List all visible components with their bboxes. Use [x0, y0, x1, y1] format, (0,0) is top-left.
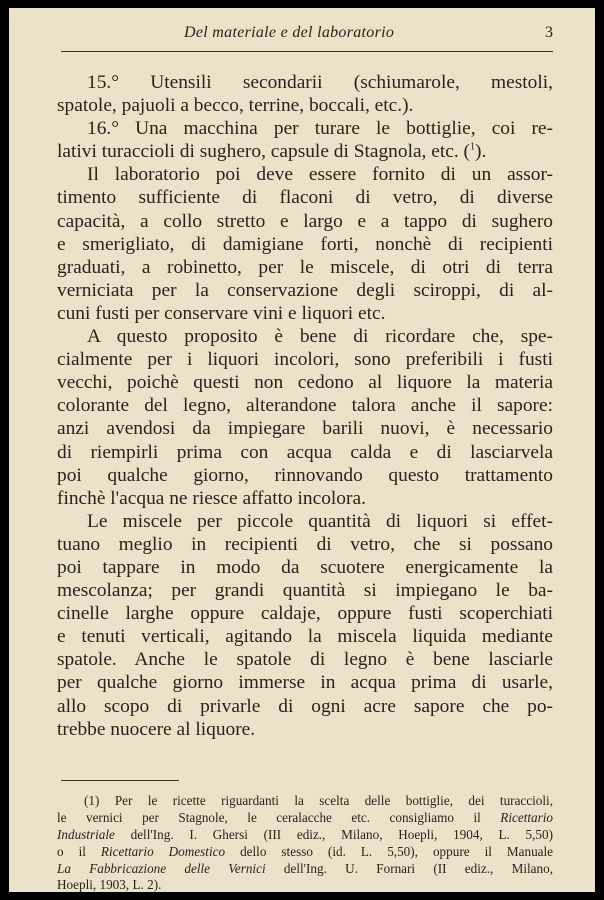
text-line: cinelle larghe oppure caldaje, oppure fusti scoperchiati	[57, 603, 553, 625]
footnote-title: Ricettario	[500, 809, 554, 825]
text-line: timento sufficiente di flaconi di vetro, di diverse	[57, 187, 553, 209]
footnote-line	[57, 861, 553, 878]
body-text	[57, 71, 553, 741]
text-line: allo scopo di privarle di ogni acre sapore che po-	[57, 695, 553, 717]
text-line: anzi avendosi da impiegare barili nuovi, è necessario	[57, 418, 553, 440]
footnote-segment: dello stesso (id. L. 5,50), oppure il Manuale	[240, 843, 554, 859]
footnote-segment: o il	[57, 843, 86, 859]
text-line: graduati, a robinetto, per le miscele, di otri di terra	[57, 256, 553, 278]
footnote-title: Ricettario Domestico	[100, 843, 226, 859]
text-line: A questo proposito è bene di ricordare che, spe-	[87, 326, 553, 348]
text-line: cuni fusti per conservare vini e liquori etc.	[57, 302, 386, 324]
text-line: Le miscele per piccole quantità di liquori si effet-	[87, 510, 553, 532]
text-line: colorante del legno, alterandone talora anche il sapore:	[57, 395, 553, 417]
text-line: poi tappare in modo da scuotere energicamente la	[57, 556, 553, 578]
text-line: di riempirli prima con acqua calda e di lasciarvela	[57, 441, 553, 463]
page-number: 3	[545, 24, 553, 41]
footnote-line	[57, 844, 553, 861]
footnote-line	[57, 793, 553, 810]
footnote-title: La Fabbricazione delle Vernici	[57, 860, 266, 876]
text-line: e tenuti verticali, agitando la miscela liquida mediante	[57, 626, 553, 648]
text-line: Il laboratorio poi deve essere fornito di un assor-	[87, 164, 553, 186]
text-line: spatole. Anche le spatole di legno è bene lasciarle	[57, 649, 553, 671]
text-segment: lativi turaccioli di sughero, capsule di Stagnola, etc. (	[57, 141, 471, 163]
footnote-segment: dell'Ing. U. Fornari (II ediz., Milano,	[283, 860, 554, 876]
text-line: verniciata per la conservazione degli sciroppi, di al-	[57, 279, 553, 301]
text-line: e smerigliato, di damigiane forti, nonchè di recipienti	[57, 233, 553, 255]
text-segment: ).	[475, 141, 487, 163]
footnote-line	[57, 827, 553, 844]
footnote-line	[57, 810, 553, 827]
page-header	[59, 24, 553, 50]
footnote-segment: le vernici per Stagnole, le ceralacche etc. consigliamo il	[57, 809, 481, 825]
footnote-reference: 1	[470, 141, 476, 153]
text-line: 15.° Utensili secondarii (schiumarole, mestoli,	[87, 72, 553, 93]
text-line: capacità, a collo stretto e largo e a tappo di sughero	[57, 210, 553, 232]
book-page	[9, 8, 595, 892]
running-title: Del materiale e del laboratorio	[184, 24, 395, 41]
text-line: mescolanza; per grandi quantità si impiegano le ba-	[57, 580, 553, 602]
text-line: cialmente per i liquori incolori, sono preferibili i fusti	[57, 349, 553, 371]
text-line: spatole, pajuoli a becco, terrine, boccali, etc.).	[57, 95, 414, 117]
text-line	[57, 140, 553, 163]
text-line: tuano meglio in recipienti di vetro, che si possano	[57, 533, 553, 555]
text-line: vecchi, poichè questi non cedono al liquore la materia	[57, 372, 553, 394]
footnote-segment: dell'Ing. I. Ghersi (III ediz., Milano, Hoepli, 1904, L. 5,50)	[130, 826, 553, 842]
footnote	[57, 793, 553, 894]
text-line: trebbe nuocere al liquore.	[57, 718, 256, 740]
text-line: poi qualche giorno, rinnovando questo trattamento	[57, 464, 553, 486]
text-line: finchè l'acqua ne riesce affatto incolora.	[57, 487, 366, 509]
text-line: per qualche giorno immerse in acqua prima di usarle,	[57, 672, 553, 694]
footnote-marker: (1)	[84, 793, 100, 808]
footnote-rule	[61, 780, 179, 781]
footnote-line: Hoepli, 1903, L. 2).	[57, 877, 162, 893]
footnote-title: Industriale	[57, 826, 115, 842]
text-line: 16.° Una macchina per turare le bottiglie, coi re-	[87, 118, 553, 140]
footnote-segment: Per le ricette riguardanti la scelta delle bottiglie, dei turaccioli,	[114, 793, 554, 808]
header-rule	[61, 51, 553, 52]
